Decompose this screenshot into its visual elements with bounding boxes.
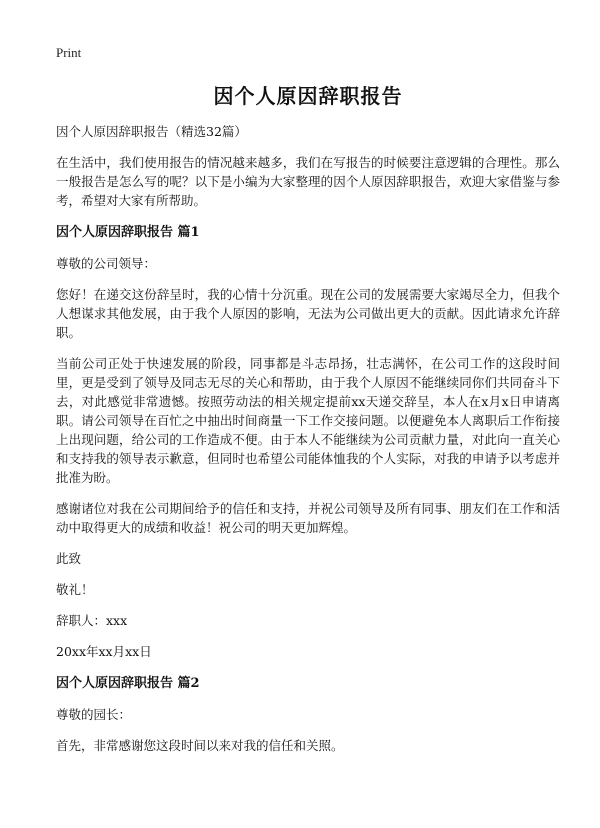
section-1-paragraph-3: 感谢诸位对我在公司期间给予的信任和支持，并祝公司领导及所有同事、朋友们在工作和活动中取得更大的成绩和收益！祝公司的明天更加辉煌。 xyxy=(56,501,560,535)
section-2-paragraph-1: 首先，非常感谢您这段时间以来对我的信任和关照。 xyxy=(56,738,344,753)
section-1-date: 20xx年xx月xx日 xyxy=(56,644,152,659)
section-1-closing-2: 敬礼！ xyxy=(56,582,94,597)
document-title: 因个人原因辞职报告 xyxy=(213,84,403,108)
section-2-salutation: 尊敬的园长： xyxy=(56,707,132,722)
section-1-heading: 因个人原因辞职报告 篇1 xyxy=(56,225,200,240)
intro-paragraph: 在生活中，我们使用报告的情况越来越多，我们在写报告的时候要注意逻辑的合理性。那么一般报告是怎么写的呢？以下是小编为大家整理的因个人原因辞职报告，欢迎大家借鉴与参考，希望对大家有所帮助。 xyxy=(56,155,560,208)
section-1-paragraph-1: 您好！在递交这份辞呈时，我的心情十分沉重。现在公司的发展需要大家竭尽全力，但我个人想谋求其他发展，由于我个人原因的影响，无法为公司做出更大的贡献。因此请求允许辞职。 xyxy=(56,287,560,340)
section-1-closing-1: 此致 xyxy=(56,551,82,566)
print-link[interactable]: Print xyxy=(56,45,82,60)
section-1-signature: 辞职人：xxx xyxy=(56,613,128,628)
section-1-paragraph-2: 当前公司正处于快速发展的阶段，同事都是斗志昂扬，壮志满怀，在公司工作的这段时间里，更是受到了领导及同志无尽的关心和帮助，由于我个人原因不能继续同你们共同奋斗下去，对此感觉非常遗憾。按照劳动法的相关规定提前xx天递交辞呈，本人在x月x日申请离职。请公司领导在百忙之中抽出时间商量一下工作交接问题。以便避免本人离职后工作衔接上出现问题，给公司的工作造成不便。由于本人不能继续为公司贡献力量，对此向一直关心和支持我的领导表示歉意，但同时也希望公司能体恤我的个人实际，对我的申请予以考虑并批准为盼。 xyxy=(56,356,560,485)
section-1-salutation: 尊敬的公司领导： xyxy=(56,256,157,271)
section-2-heading: 因个人原因辞职报告 篇2 xyxy=(56,676,200,691)
document-subtitle: 因个人原因辞职报告（精选32篇） xyxy=(56,124,247,139)
